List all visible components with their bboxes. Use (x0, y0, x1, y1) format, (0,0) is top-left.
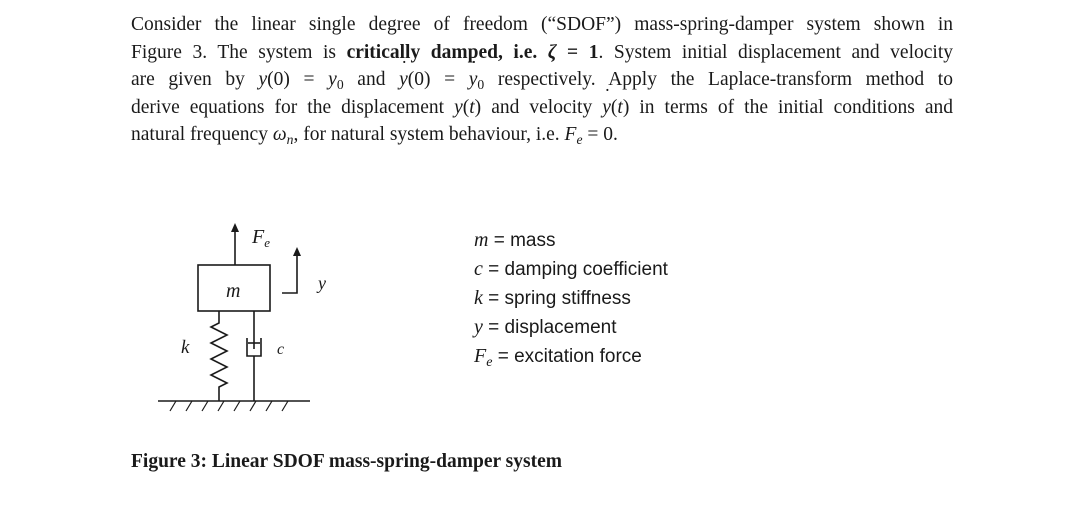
displacement-arrowhead (293, 247, 301, 256)
ground-hatch (170, 401, 288, 411)
spring (211, 311, 227, 401)
symbol-legend (474, 226, 668, 371)
zeta-symbol: ζ (547, 41, 557, 63)
force-label: $F_e$ (252, 226, 270, 250)
critically-damped-text: critically damped, i.e. ζ = 1 (346, 41, 599, 63)
legend-symbol: c (474, 258, 483, 280)
mass-label: m (226, 280, 241, 302)
para-line-4: derive equations for the displacement y(t) and velocity ˙ y(t) in terms of the initial conditions and (131, 94, 953, 122)
omega-n-symbol: $\omega_n$ (272, 124, 294, 148)
legend-row-displacement (474, 313, 668, 342)
para-line-5: natural frequency $\omega_n$, for natural system behaviour, i.e. $F_e = 0$. (131, 124, 618, 148)
legend-row-mass (474, 226, 668, 255)
para-line-2 (131, 39, 953, 67)
damper-label: c (277, 341, 285, 358)
legend-definition: = spring stiffness (482, 288, 631, 309)
initial-velocity-eq: ˙ y (399, 66, 408, 94)
legend-symbol: y (474, 316, 483, 338)
force-arrowhead (231, 223, 239, 232)
legend-row-damping (474, 255, 668, 284)
initial-displacement-eq: y (258, 69, 268, 90)
legend-row-stiffness (474, 284, 668, 313)
legend-definition: = damping coefficient (482, 259, 668, 280)
text-segment: Figure 3. The system is (131, 41, 347, 63)
figure-caption: Figure 3: Linear SDOF mass-spring-damper system (131, 451, 562, 472)
para-line-1: Consider the linear single degree of freedom (“SDOF”) mass-spring-damper system shown in (131, 14, 953, 35)
spring-label: k (181, 337, 190, 358)
legend-definition: = displacement (482, 317, 617, 338)
damper (247, 311, 261, 401)
legend-symbol: $F_e$ (474, 345, 493, 371)
para-line-3: are given by $y(0) = y_0$ and ˙ y(0) = ˙ $y_0$ respectively. Apply the Laplace-transform method to (131, 66, 953, 94)
displacement-arrow (282, 253, 297, 293)
sdof-diagram (140, 215, 470, 425)
text-segment: . System initial displacement and velocity (598, 41, 953, 63)
legend-definition: = excitation force (492, 346, 642, 367)
legend-row-force (474, 342, 668, 371)
problem-statement (131, 11, 953, 149)
fe-symbol: $F_e$ (564, 124, 583, 148)
legend-symbol: m (474, 229, 489, 251)
legend-symbol: k (474, 287, 483, 309)
legend-definition: = mass (488, 230, 556, 251)
disp-label: y (318, 273, 326, 293)
